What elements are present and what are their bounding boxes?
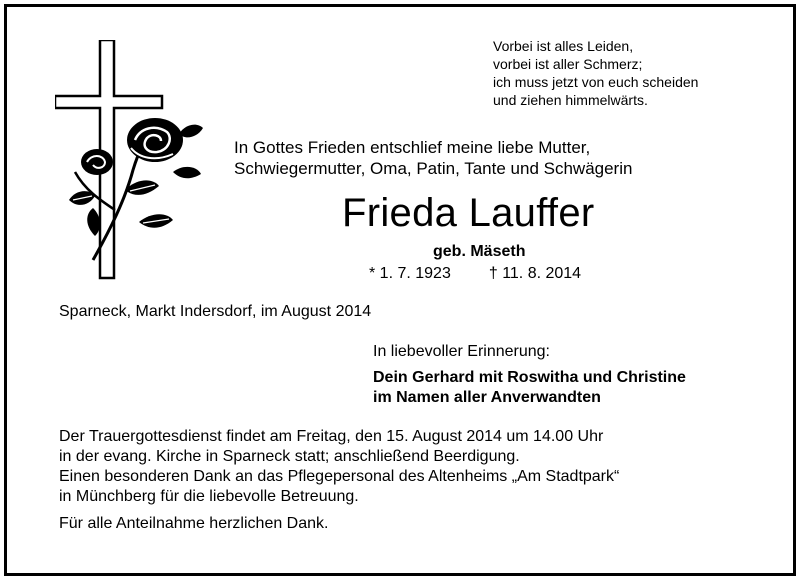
intro-line: In Gottes Frieden entschlief meine liebe Mutter, bbox=[234, 138, 591, 157]
deceased-name: Frieda Lauffer bbox=[342, 191, 595, 235]
notice-line: in Münchberg für die liebevolle Betreuung. bbox=[59, 488, 359, 505]
memory-label: In liebevoller Erinnerung: bbox=[373, 343, 550, 360]
service-notice bbox=[59, 427, 619, 507]
intro-line: Schwiegermutter, Oma, Patin, Tante und Schwägerin bbox=[234, 159, 633, 178]
birth-date: * 1. 7. 1923 bbox=[369, 265, 451, 282]
poem-line: vorbei ist aller Schmerz; bbox=[493, 56, 643, 72]
closing-thanks: Für alle Anteilnahme herzlichen Dank. bbox=[59, 515, 329, 532]
family-line: im Namen aller Anverwandten bbox=[373, 389, 601, 406]
notice-line: in der evang. Kirche in Sparneck statt; anschließend Beerdigung. bbox=[59, 448, 520, 465]
poem-line: und ziehen himmelwärts. bbox=[493, 92, 648, 108]
poem-line: Vorbei ist alles Leiden, bbox=[493, 38, 634, 54]
notice-line: Einen besonderen Dank an das Pflegepersonal des Altenheims „Am Stadtpark“ bbox=[59, 468, 620, 485]
life-dates bbox=[369, 265, 581, 283]
death-date: † 11. 8. 2014 bbox=[488, 265, 582, 282]
family-line: Dein Gerhard mit Roswitha und Christine bbox=[373, 369, 686, 386]
notice-line: Der Trauergottesdienst findet am Freitag, den 15. August 2014 um 14.00 Uhr bbox=[59, 428, 604, 445]
place-and-date: Sparneck, Markt Indersdorf, im August 2014 bbox=[59, 303, 372, 320]
intro-text bbox=[234, 137, 632, 179]
poem bbox=[493, 37, 698, 109]
birth-name: geb. Mäseth bbox=[433, 243, 526, 260]
family-signature bbox=[373, 368, 686, 408]
cross-with-rose-icon bbox=[55, 40, 215, 290]
poem-line: ich muss jetzt von euch scheiden bbox=[493, 74, 699, 90]
